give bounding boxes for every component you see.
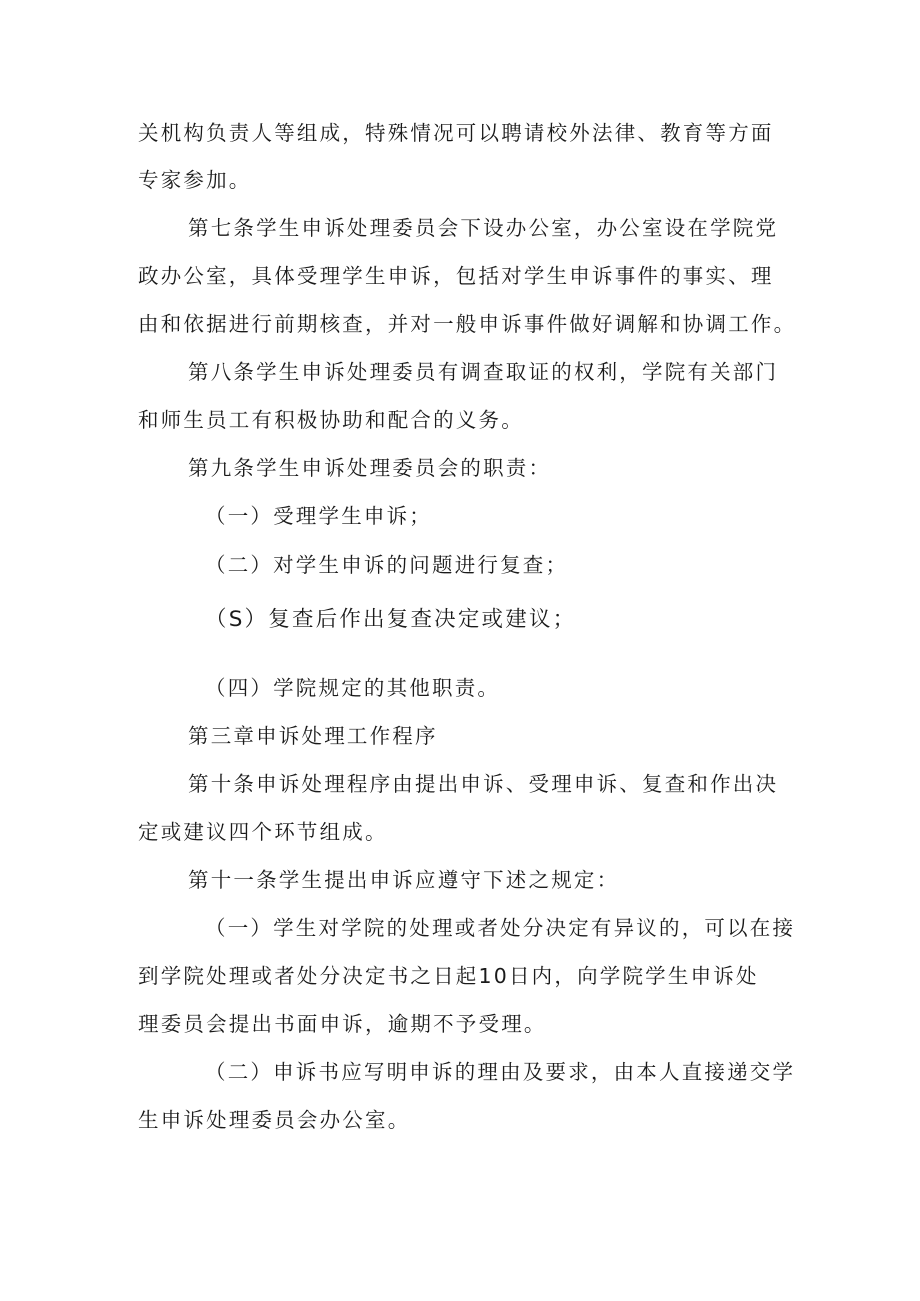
- list-item: （二）对学生申诉的问题进行复查；: [205, 553, 569, 577]
- text-line: 理委员会提出书面申诉，逾期不予受理。: [138, 1012, 547, 1036]
- text-line: 政办公室，具体受理学生申诉，包括对学生申诉事件的事实、理: [138, 264, 774, 288]
- paragraph-article-10: 第十条申诉处理程序由提出申诉、受理申诉、复查和作出决: [188, 772, 779, 796]
- text-line: 由和依据进行前期核查，并对一般申诉事件做好调解和协调工作。: [138, 312, 797, 336]
- list-item: （一）受理学生申诉；: [205, 504, 432, 528]
- paragraph-article-8: 第八条学生申诉处理委员有调查取证的权利，学院有关部门: [188, 360, 779, 384]
- text-line: 到学院处理或者处分决定书之日起10日内，向学院学生申诉处: [138, 964, 759, 988]
- paragraph-article-7: 第七条学生申诉处理委员会下设办公室，办公室设在学院党: [188, 216, 779, 240]
- paragraph-article-11: 第十一条学生提出申诉应遵守下述之规定：: [188, 868, 620, 892]
- list-item: （一）学生对学院的处理或者处分决定有异议的，可以在接: [205, 916, 796, 940]
- text-line: 和师生员工有积极协助和配合的义务。: [138, 408, 524, 432]
- chapter-heading: 第三章申诉处理工作程序: [188, 724, 438, 748]
- text-line: 定或建议四个环节组成。: [138, 820, 388, 844]
- text-line: 关机构负责人等组成，特殊情况可以聘请校外法律、教育等方面: [138, 121, 774, 145]
- text-line: 生申诉处理委员会办公室。: [138, 1108, 411, 1132]
- list-item: （二）申诉书应写明申诉的理由及要求，由本人直接递交学: [205, 1060, 796, 1084]
- text-line: 专家参加。: [138, 168, 252, 192]
- paragraph-article-9: 第九条学生申诉处理委员会的职责：: [188, 456, 552, 480]
- list-item: （四）学院规定的其他职责。: [205, 676, 501, 700]
- list-item: （S）复查后作出复查决定或建议；: [205, 607, 577, 632]
